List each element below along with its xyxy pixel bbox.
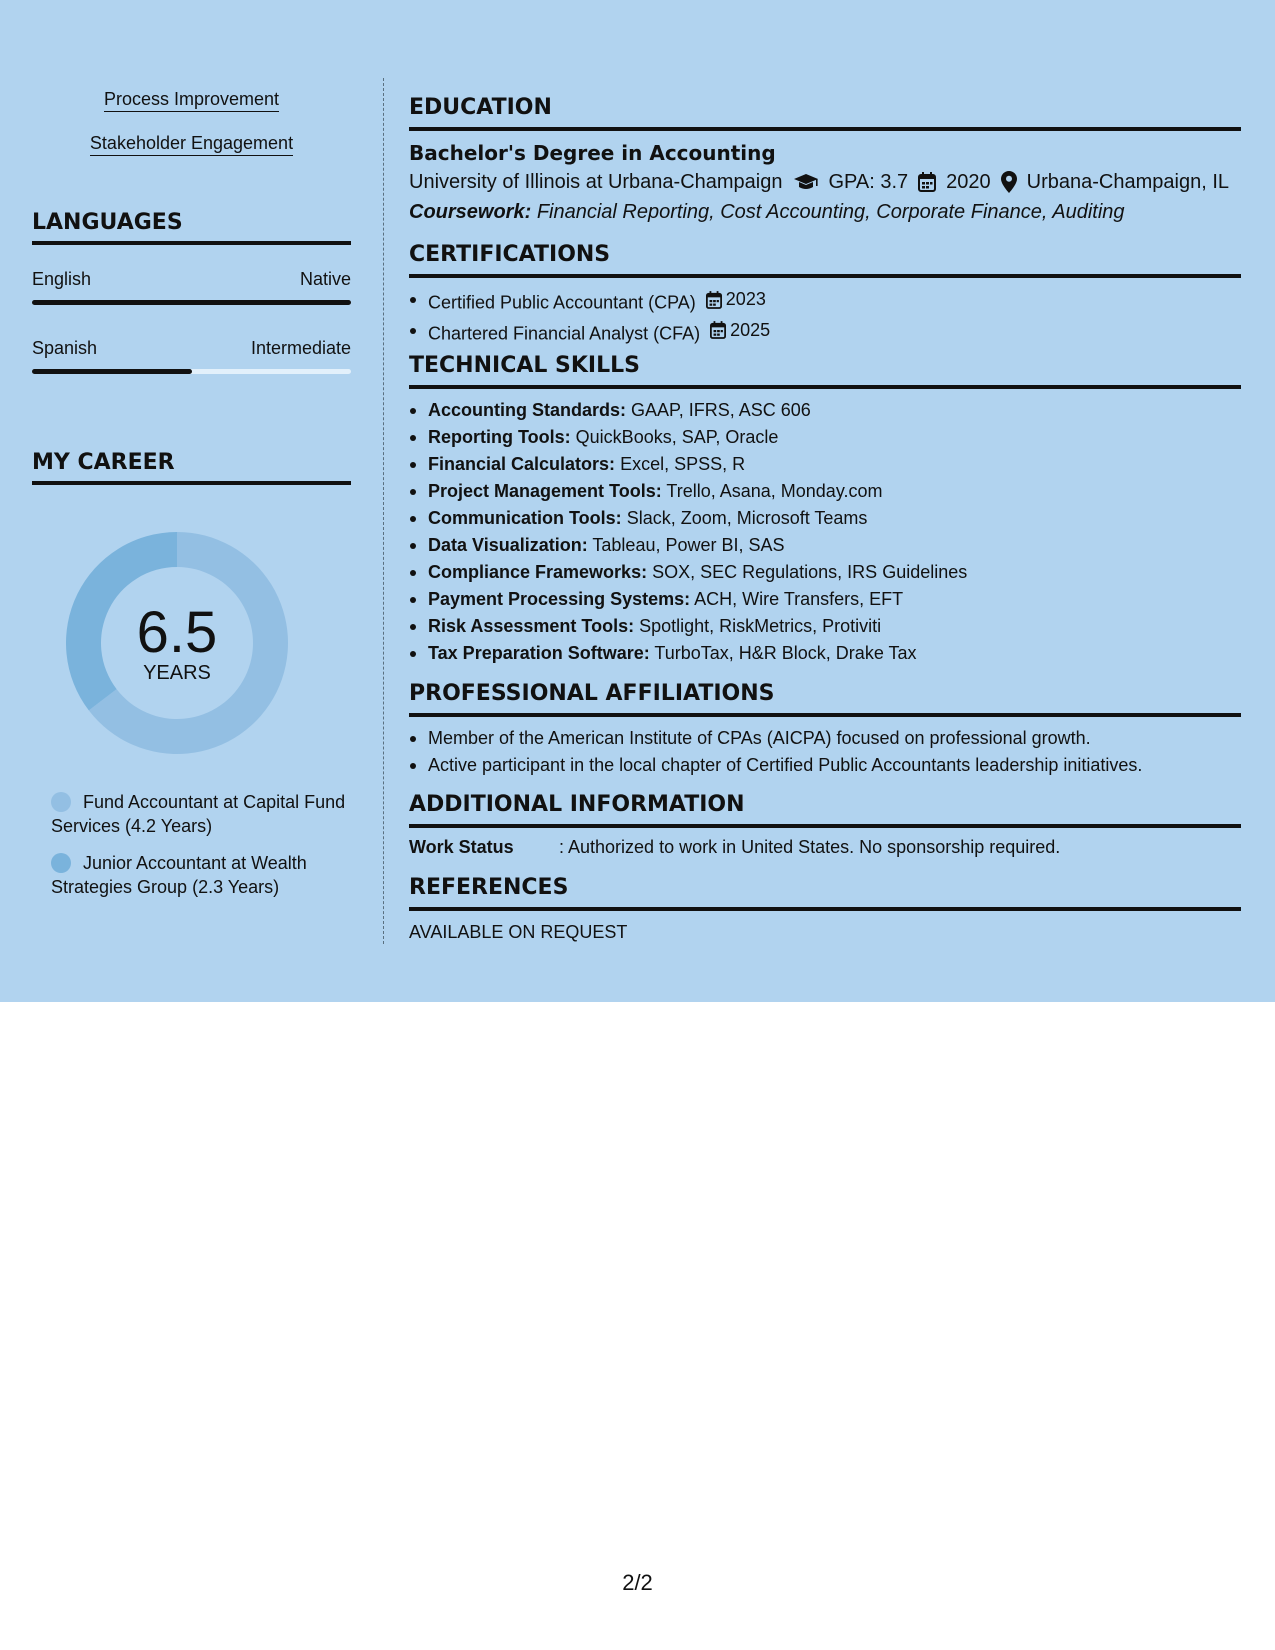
certification-item xyxy=(409,317,1241,348)
certifications-heading: CERTIFICATIONS xyxy=(409,241,1241,278)
skill-values: Excel, SPSS, R xyxy=(620,454,746,474)
technical-skill-item xyxy=(409,559,1241,586)
skill-values: TurboTax, H&R Block, Drake Tax xyxy=(654,643,917,663)
skill-category: Payment Processing Systems: xyxy=(428,589,691,609)
technical-skill-item xyxy=(409,532,1241,559)
language-name: Spanish xyxy=(32,338,98,358)
work-status-value: : Authorized to work in United States. No sponsorship required. xyxy=(559,837,1061,857)
references-heading: REFERENCES xyxy=(409,874,1241,911)
technical-skill-item xyxy=(409,397,1241,424)
skill-category: Accounting Standards: xyxy=(428,400,627,420)
skill-values: Slack, Zoom, Microsoft Teams xyxy=(626,508,868,528)
technical-skill-item xyxy=(409,424,1241,451)
column-divider xyxy=(383,78,384,944)
school-name: University of Illinois at Urbana-Champaign xyxy=(409,171,783,193)
certification-name: Certified Public Accountant (CPA) xyxy=(428,292,696,313)
language-proficiency-fill xyxy=(32,369,192,374)
graduation-cap-icon xyxy=(793,173,819,191)
certification-year: 2023 xyxy=(725,289,766,309)
skill-category: Compliance Frameworks: xyxy=(428,562,648,582)
technical-skill-item xyxy=(409,613,1241,640)
career-legend-label: Junior Accountant at Wealth Strategies Group (2.3 Years) xyxy=(51,853,307,897)
work-status-label: Work Status xyxy=(409,837,514,857)
skill-category: Financial Calculators: xyxy=(428,454,616,474)
additional-info-heading: ADDITIONAL INFORMATION xyxy=(409,791,1241,828)
skill-process-improvement: Process Improvement xyxy=(104,88,279,112)
certifications-section xyxy=(409,241,1241,347)
skill-category: Tax Preparation Software: xyxy=(428,643,650,663)
skill-category: Risk Assessment Tools: xyxy=(428,616,635,636)
skill-category: Data Visualization: xyxy=(428,535,588,555)
legend-dot xyxy=(51,853,71,873)
career-legend-item xyxy=(51,851,351,899)
technical-skill-item xyxy=(409,640,1241,667)
page-number: 2/2 xyxy=(622,1570,653,1595)
skill-links xyxy=(32,88,351,176)
language-proficiency-bar xyxy=(32,369,351,374)
language-level: Native xyxy=(299,269,351,289)
location-pin-icon xyxy=(1001,171,1017,193)
career-donut-chart xyxy=(66,532,288,754)
skill-category: Project Management Tools: xyxy=(428,481,662,501)
career-legend-label: Fund Accountant at Capital Fund Services (4.2 Years) xyxy=(51,792,346,836)
skill-values: Tableau, Power BI, SAS xyxy=(592,535,785,555)
language-name: English xyxy=(32,269,92,289)
career-legend-item xyxy=(51,790,351,838)
calendar-icon xyxy=(918,172,936,192)
certification-item xyxy=(409,286,1241,317)
language-proficiency-fill xyxy=(32,300,351,305)
education-details xyxy=(409,167,1241,197)
additional-info-section xyxy=(409,791,1241,858)
certification-year: 2025 xyxy=(730,319,771,340)
references-section xyxy=(409,874,1241,943)
skill-values: GAAP, IFRS, ASC 606 xyxy=(631,400,811,420)
affiliations-heading: PROFESSIONAL AFFILIATIONS xyxy=(409,680,1241,717)
coursework xyxy=(409,197,1241,227)
coursework-list: Financial Reporting, Cost Accounting, Corporate Finance, Auditing xyxy=(536,201,1125,223)
technical-skill-item xyxy=(409,505,1241,532)
skill-category: Reporting Tools: xyxy=(428,427,571,447)
education-section xyxy=(409,94,1241,227)
work-status-row xyxy=(409,836,1241,858)
technical-skill-item xyxy=(409,586,1241,613)
affiliations-section xyxy=(409,680,1241,779)
school-location: Urbana-Champaign, IL xyxy=(1026,171,1230,193)
technical-skills-section xyxy=(409,352,1241,667)
gpa: GPA: 3.7 xyxy=(828,171,909,193)
language-english xyxy=(32,268,351,305)
calendar-icon xyxy=(706,291,722,309)
skill-values: QuickBooks, SAP, Oracle xyxy=(575,427,779,447)
certifications-list xyxy=(409,286,1241,347)
languages-heading: LANGUAGES xyxy=(32,210,351,245)
skill-values: SOX, SEC Regulations, IRS Guidelines xyxy=(652,562,968,582)
career-legend xyxy=(51,790,351,912)
technical-skills-heading: TECHNICAL SKILLS xyxy=(409,352,1241,389)
language-level: Intermediate xyxy=(250,338,351,358)
affiliation-item: Member of the American Institute of CPAs (AICPA) focused on professional growth. xyxy=(409,725,1241,752)
certification-name: Chartered Financial Analyst (CFA) xyxy=(428,323,701,343)
calendar-icon xyxy=(710,321,726,339)
career-years-unit: YEARS xyxy=(143,662,211,684)
technical-skills-list xyxy=(409,397,1241,667)
language-proficiency-bar xyxy=(32,300,351,305)
technical-skill-item xyxy=(409,478,1241,505)
affiliation-item: Active participant in the local chapter of Certified Public Accountants leadership initiatives. xyxy=(409,752,1241,779)
graduation-year: 2020 xyxy=(946,171,991,193)
education-heading: EDUCATION xyxy=(409,94,1241,131)
career-heading: MY CAREER xyxy=(32,450,351,485)
legend-dot xyxy=(51,792,71,812)
career-total-years: 6.5 xyxy=(136,600,218,665)
skill-values: Spotlight, RiskMetrics, Protiviti xyxy=(639,616,882,636)
technical-skill-item xyxy=(409,451,1241,478)
references-text: AVAILABLE ON REQUEST xyxy=(409,922,628,942)
skill-values: ACH, Wire Transfers, EFT xyxy=(694,589,904,609)
coursework-label: Coursework: xyxy=(409,201,532,223)
affiliations-list xyxy=(409,725,1241,779)
language-spanish xyxy=(32,337,351,374)
skill-category: Communication Tools: xyxy=(428,508,622,528)
skill-stakeholder-engagement: Stakeholder Engagement xyxy=(90,132,293,156)
degree-title: Bachelor's Degree in Accounting xyxy=(409,141,776,165)
skill-values: Trello, Asana, Monday.com xyxy=(666,481,883,501)
